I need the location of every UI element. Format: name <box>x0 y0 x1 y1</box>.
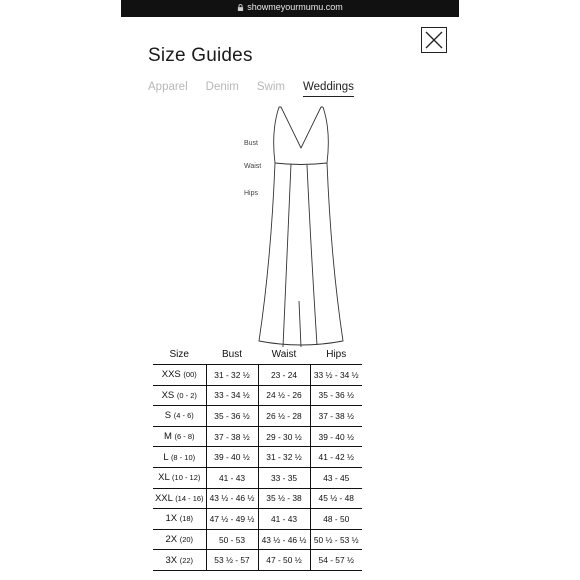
table-row <box>153 509 362 530</box>
hips-cell: 41 - 42 ½ <box>310 447 362 468</box>
table-row <box>153 426 362 447</box>
bust-cell: 37 - 38 ½ <box>206 426 258 447</box>
bust-cell: 35 - 36 ½ <box>206 406 258 427</box>
size-guide-tabs <box>148 81 372 97</box>
left-margin <box>0 0 121 580</box>
waist-cell: 33 - 35 <box>258 467 310 488</box>
size-cell: 3X (22) <box>153 550 206 571</box>
diagram-label-bust: Bust <box>244 140 259 147</box>
diagram-label-waist: Waist <box>244 163 262 170</box>
hips-cell: 35 - 36 ½ <box>310 385 362 406</box>
table-row <box>153 365 362 386</box>
bust-cell: 31 - 32 ½ <box>206 365 258 386</box>
bust-cell: 41 - 43 <box>206 467 258 488</box>
header-waist: Waist <box>258 344 310 365</box>
size-cell: 1X (18) <box>153 509 206 530</box>
waist-cell: 47 - 50 ½ <box>258 550 310 571</box>
table-row <box>153 467 362 488</box>
waist-cell: 29 - 30 ½ <box>258 426 310 447</box>
table-row <box>153 488 362 509</box>
modal-title: Size Guides <box>148 45 253 66</box>
tab-denim[interactable]: Denim <box>205 81 239 93</box>
size-table <box>153 344 362 571</box>
waist-cell: 35 ½ - 38 <box>258 488 310 509</box>
bust-cell: 50 - 53 <box>206 529 258 550</box>
size-cell: S (4 - 6) <box>153 406 206 427</box>
dress-diagram <box>241 101 361 359</box>
close-icon <box>424 30 444 50</box>
header-hips: Hips <box>310 344 362 365</box>
url-text: showmeyourmumu.com <box>247 2 343 12</box>
right-margin <box>459 0 580 580</box>
diagram-label-hips: Hips <box>244 190 259 197</box>
table-row <box>153 550 362 571</box>
bust-cell: 43 ½ - 46 ½ <box>206 488 258 509</box>
header-bust: Bust <box>206 344 258 365</box>
header-size: Size <box>153 344 206 365</box>
table-row <box>153 529 362 550</box>
waist-cell: 41 - 43 <box>258 509 310 530</box>
bust-cell: 39 - 40 ½ <box>206 447 258 468</box>
size-cell: XXS (00) <box>153 365 206 386</box>
hips-cell: 48 - 50 <box>310 509 362 530</box>
waist-cell: 23 - 24 <box>258 365 310 386</box>
bust-cell: 33 - 34 ½ <box>206 385 258 406</box>
waist-cell: 26 ½ - 28 <box>258 406 310 427</box>
table-row <box>153 406 362 427</box>
browser-url-bar[interactable] <box>121 0 459 17</box>
size-cell: XL (10 - 12) <box>153 467 206 488</box>
hips-cell: 37 - 38 ½ <box>310 406 362 427</box>
hips-cell: 45 ½ - 48 <box>310 488 362 509</box>
table-row <box>153 385 362 406</box>
size-cell: L (8 - 10) <box>153 447 206 468</box>
bust-cell: 53 ½ - 57 <box>206 550 258 571</box>
table-row <box>153 447 362 468</box>
table-header-row <box>153 344 362 365</box>
waist-cell: 43 ½ - 46 ½ <box>258 529 310 550</box>
hips-cell: 33 ½ - 34 ½ <box>310 365 362 386</box>
size-cell: XXL (14 - 16) <box>153 488 206 509</box>
waist-cell: 24 ½ - 26 <box>258 385 310 406</box>
hips-cell: 50 ½ - 53 ½ <box>310 529 362 550</box>
size-cell: 2X (20) <box>153 529 206 550</box>
size-cell: M (6 - 8) <box>153 426 206 447</box>
waist-cell: 31 - 32 ½ <box>258 447 310 468</box>
close-button[interactable] <box>421 27 447 53</box>
bust-cell: 47 ½ - 49 ½ <box>206 509 258 530</box>
size-cell: XS (0 - 2) <box>153 385 206 406</box>
size-guide-modal <box>121 17 459 580</box>
tab-swim[interactable]: Swim <box>256 81 285 93</box>
hips-cell: 43 - 45 <box>310 467 362 488</box>
tab-apparel[interactable]: Apparel <box>148 81 188 93</box>
tab-weddings[interactable]: Weddings <box>303 81 354 97</box>
hips-cell: 39 - 40 ½ <box>310 426 362 447</box>
lock-icon <box>237 4 244 11</box>
hips-cell: 54 - 57 ½ <box>310 550 362 571</box>
